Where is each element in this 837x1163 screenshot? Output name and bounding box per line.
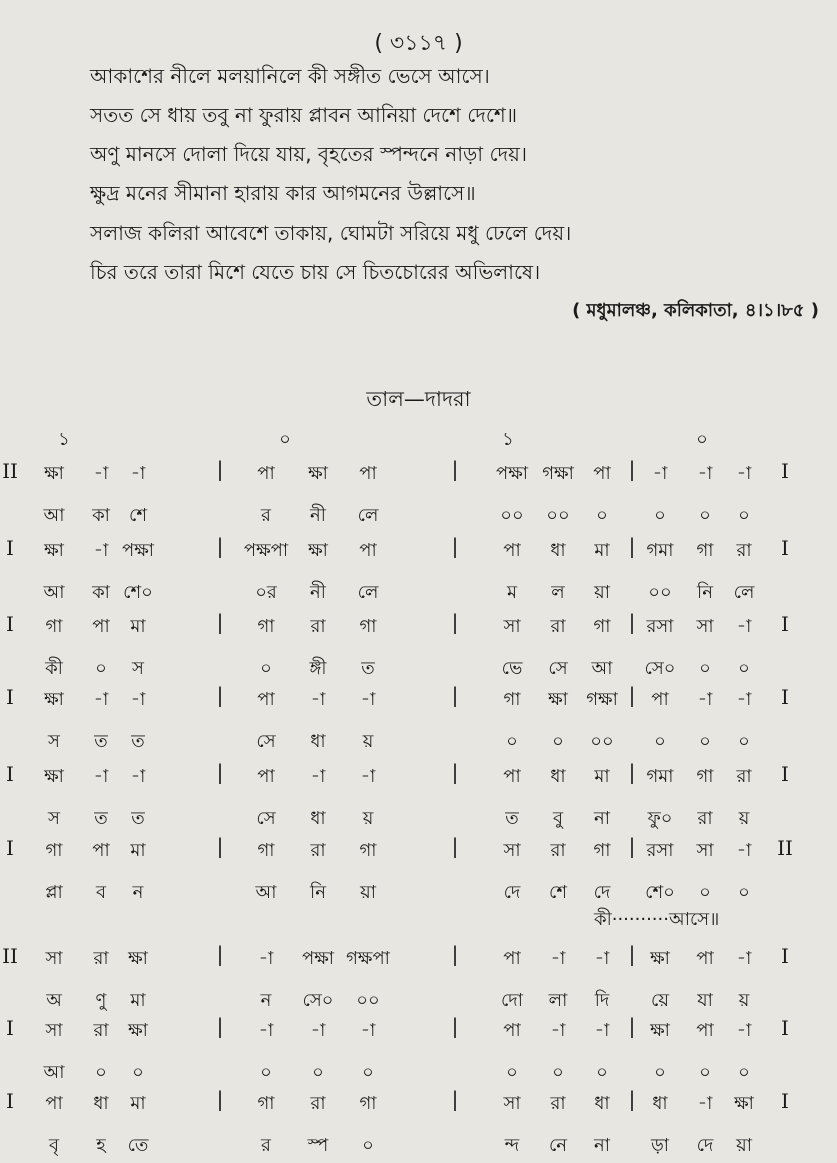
lyric-syllable: কা (92, 582, 110, 603)
row-end-mark: I (781, 685, 789, 709)
lyric-syllable: নে (548, 1135, 568, 1156)
swara-note: সা (503, 1093, 521, 1114)
lyric-syllable: স্প (307, 1135, 329, 1156)
row-start-mark: I (6, 685, 14, 709)
swara-note: -া (736, 616, 752, 637)
lyric-syllable: ঙ্গী (309, 658, 327, 679)
swara-note: সা (696, 840, 714, 861)
swara-note: মা (594, 540, 610, 561)
swara-note: -া (736, 840, 752, 861)
swara-note: পা (696, 948, 714, 969)
swara-note: -া (360, 1020, 376, 1041)
lyric-syllable: দে (593, 882, 611, 903)
row-end-mark: I (781, 944, 789, 968)
swara-note: রা (93, 1020, 109, 1041)
swara-note: -া (736, 689, 752, 710)
swara-note: রা (550, 840, 566, 861)
row-end-mark: I (781, 1016, 789, 1040)
swara-note: পা (503, 1020, 521, 1041)
lyric-syllable: ০ (699, 505, 711, 526)
swara-note: -া (550, 948, 566, 969)
beat-divider: | (451, 1087, 459, 1111)
lyric-syllable: ০ (132, 1062, 144, 1083)
lyric-syllable: ০ (738, 1062, 750, 1083)
swara-note: সা (696, 616, 714, 637)
swara-note: -া (310, 766, 326, 787)
swara-note: সা (503, 840, 521, 861)
lyric-line-4: ক্ষুদ্র মনের সীমানা হারায় কার আগমনের উল্লাসে॥ (90, 181, 476, 205)
refrain-note: কী··········আসে॥ (594, 909, 720, 930)
lyric-syllable: অ (46, 990, 62, 1011)
swara-note: ক্ষা (128, 1020, 148, 1041)
beat-divider: | (628, 610, 636, 634)
lyric-syllable: য় (738, 990, 750, 1011)
lyric-syllable: কা (92, 505, 110, 526)
beat-divider: | (451, 834, 459, 858)
lyric-syllable: নি (697, 582, 713, 603)
lyric-syllable: ত (94, 808, 108, 829)
lyric-syllable: ০ (95, 658, 107, 679)
swara-note: ধা (594, 1093, 610, 1114)
lyric-syllable: সে০ (644, 658, 676, 679)
beat-divider: | (451, 942, 459, 966)
swara-note: ক্ষা (44, 540, 64, 561)
lyric-syllable: শে (129, 505, 147, 526)
row-start-mark: I (6, 836, 14, 860)
swara-note: ধা (550, 540, 566, 561)
swara-note: পা (257, 766, 275, 787)
beat-divider: | (628, 760, 636, 784)
row-end-mark: I (781, 612, 789, 636)
swara-note: -া (310, 689, 326, 710)
lyric-syllable: আ (43, 1062, 65, 1083)
swara-note: গা (593, 840, 611, 861)
swara-note: রা (736, 766, 752, 787)
swara-note: রা (310, 840, 326, 861)
lyric-syllable: ০ (699, 1062, 711, 1083)
swara-note: পা (359, 463, 377, 484)
lyric-syllable: যা (697, 990, 713, 1011)
swara-note: গমা (646, 766, 674, 787)
swara-note: ক্ষা (44, 689, 64, 710)
swara-note: ক্ষা (128, 948, 148, 969)
lyric-syllable: য় (362, 731, 374, 752)
lyric-syllable: ০ (596, 1062, 608, 1083)
lyric-syllable: য়া (594, 582, 610, 603)
lyric-syllable: ০ (552, 731, 564, 752)
swara-note: গা (593, 616, 611, 637)
swara-note: -া (736, 948, 752, 969)
lyric-syllable: ত (131, 808, 145, 829)
tala-mark-4: ০ (696, 429, 708, 450)
lyric-syllable: ন (132, 882, 144, 903)
swara-note: সা (45, 948, 63, 969)
swara-note: পা (593, 463, 611, 484)
swara-note: -া (736, 1020, 752, 1041)
swara-note: রা (550, 616, 566, 637)
swara-note: গা (257, 1093, 275, 1114)
lyric-syllable: আ (43, 505, 65, 526)
row-start-mark: I (6, 1016, 14, 1040)
swara-note: -া (310, 1020, 326, 1041)
swara-note: সা (503, 616, 521, 637)
lyric-syllable: ত (505, 808, 519, 829)
swara-note: সা (45, 1020, 63, 1041)
swara-note: -া (130, 689, 146, 710)
lyric-syllable: ০ (506, 1062, 518, 1083)
row-end-mark: I (781, 536, 789, 560)
beat-divider: | (628, 683, 636, 707)
swara-note: -া (93, 766, 109, 787)
swara-note: গা (503, 689, 521, 710)
swara-note: -া (697, 463, 713, 484)
row-start-mark: I (6, 762, 14, 786)
swara-note: মা (130, 616, 146, 637)
lyric-syllable: ০০ (546, 505, 570, 526)
beat-divider: | (628, 1014, 636, 1038)
lyric-syllable: ন্দ (504, 1135, 520, 1156)
beat-divider: | (216, 760, 224, 784)
swara-note: -া (360, 689, 376, 710)
swara-note: পক্ষা (301, 948, 335, 969)
swara-note: রা (93, 948, 109, 969)
swara-note: ধা (550, 766, 566, 787)
lyric-syllable: দো (501, 990, 523, 1011)
song-number: ( ৩১১৭ ) (374, 31, 463, 56)
lyric-syllable: ০ (699, 882, 711, 903)
lyric-syllable: ত (131, 731, 145, 752)
lyric-syllable: লা (548, 990, 568, 1011)
lyric-syllable: দি (594, 990, 610, 1011)
swara-note: গা (696, 540, 714, 561)
lyric-syllable: র (261, 1135, 271, 1156)
swara-note: রসা (646, 616, 674, 637)
swara-note: -া (130, 766, 146, 787)
tala-heading: তাল—দাদরা (366, 387, 471, 411)
lyric-syllable: ধা (310, 731, 326, 752)
lyric-syllable: স (48, 731, 60, 752)
lyric-syllable: ০০ (648, 582, 672, 603)
lyric-syllable: প্লা (45, 882, 63, 903)
swara-note: পা (257, 463, 275, 484)
lyric-syllable: শে০ (645, 882, 675, 903)
swara-note: পা (92, 840, 110, 861)
lyric-syllable: আ (591, 658, 613, 679)
swara-note: -া (652, 463, 668, 484)
swara-note: -া (594, 948, 610, 969)
lyric-syllable: দে (696, 1135, 714, 1156)
lyric-syllable: ড়া (650, 1135, 670, 1156)
swara-note: -া (93, 463, 109, 484)
swara-note: গা (257, 840, 275, 861)
swara-note: গা (359, 616, 377, 637)
lyric-syllable: সে (548, 658, 568, 679)
swara-note: -া (697, 1093, 713, 1114)
swara-note: গক্ষা (586, 689, 618, 710)
lyric-syllable: তে (127, 1135, 149, 1156)
swara-note: -া (550, 1020, 566, 1041)
lyric-syllable: ০ (699, 658, 711, 679)
beat-divider: | (628, 942, 636, 966)
swara-note: রা (736, 540, 752, 561)
swara-note: গা (696, 766, 714, 787)
swara-note: ক্ষা (548, 689, 568, 710)
lyric-syllable: লে (733, 582, 755, 603)
lyric-syllable: ০ (260, 658, 272, 679)
lyric-syllable: সে (256, 731, 276, 752)
beat-divider: | (451, 534, 459, 558)
swara-note: রা (550, 1093, 566, 1114)
lyric-syllable: য়া (360, 882, 376, 903)
swara-note: গমা (646, 540, 674, 561)
lyric-syllable: নি (310, 882, 326, 903)
lyric-syllable: ০ (312, 1062, 324, 1083)
swara-note: রসা (646, 840, 674, 861)
swara-note: -া (130, 463, 146, 484)
beat-divider: | (451, 610, 459, 634)
lyric-syllable: ০০ (500, 505, 524, 526)
swara-note: গক্ষা (542, 463, 574, 484)
lyric-line-2: সতত সে ধায় তবু না ফুরায় প্লাবন আনিয়া দেশে দেশে॥ (90, 103, 518, 127)
row-start-mark: I (6, 536, 14, 560)
lyric-syllable: ০র (255, 582, 277, 603)
swara-note: ক্ষা (44, 463, 64, 484)
row-start-mark: I (6, 1089, 14, 1113)
lyric-syllable: ০ (738, 731, 750, 752)
lyric-syllable: শে (549, 882, 567, 903)
lyric-syllable: দে (503, 882, 521, 903)
lyric-syllable: ফু০ (647, 808, 673, 829)
lyric-syllable: ০ (362, 1062, 374, 1083)
lyric-syllable: র (261, 505, 271, 526)
lyric-syllable: ০ (552, 1062, 564, 1083)
swara-note: গা (45, 840, 63, 861)
source-citation: ( মধুমালঞ্চ, কলিকাতা, ৪।১।৮৫ ) (572, 300, 819, 321)
beat-divider: | (216, 942, 224, 966)
row-end-mark: I (781, 1089, 789, 1113)
lyric-syllable: ০০ (590, 731, 614, 752)
lyric-syllable: আ (255, 882, 277, 903)
swara-note: ক্ষা (650, 1020, 670, 1041)
swara-note: -া (697, 689, 713, 710)
lyric-syllable: ত (94, 731, 108, 752)
lyric-syllable: য় (738, 808, 750, 829)
row-end-mark: I (781, 459, 789, 483)
lyric-syllable: স (48, 808, 60, 829)
lyric-syllable: য়া (736, 1135, 752, 1156)
swara-note: মা (594, 766, 610, 787)
beat-divider: | (628, 457, 636, 481)
row-start-mark: II (2, 944, 18, 968)
row-end-mark: I (781, 762, 789, 786)
swara-note: পা (503, 540, 521, 561)
swara-note: পা (92, 616, 110, 637)
swara-note: গা (45, 616, 63, 637)
beat-divider: | (628, 1087, 636, 1111)
lyric-syllable: বৃ (48, 1135, 60, 1156)
lyric-syllable: য় (362, 808, 374, 829)
swara-note: পা (503, 948, 521, 969)
lyric-syllable: শে০ (123, 582, 153, 603)
swara-note: রা (310, 616, 326, 637)
beat-divider: | (216, 683, 224, 707)
swara-note: গক্ষপা (346, 948, 390, 969)
swara-note: -া (93, 540, 109, 561)
swara-note: -া (594, 1020, 610, 1041)
lyric-syllable: লে (357, 582, 379, 603)
lyric-syllable: ব (95, 882, 107, 903)
swara-note: পা (359, 540, 377, 561)
swara-note: ক্ষা (308, 540, 328, 561)
lyric-syllable: ভে (501, 658, 523, 679)
lyric-syllable: ০ (596, 505, 608, 526)
swara-note: মা (130, 840, 146, 861)
lyric-syllable: ত (361, 658, 375, 679)
lyric-syllable: ০ (738, 505, 750, 526)
swara-note: -া (258, 948, 274, 969)
swara-note: -া (736, 463, 752, 484)
lyric-syllable: ল (551, 582, 565, 603)
swara-note: গা (359, 840, 377, 861)
swara-note: পা (503, 766, 521, 787)
lyric-syllable: না (594, 808, 610, 829)
swara-note: পা (257, 689, 275, 710)
beat-divider: | (451, 683, 459, 707)
row-end-mark: II (777, 836, 793, 860)
beat-divider: | (216, 834, 224, 858)
lyric-syllable: ০ (738, 658, 750, 679)
beat-divider: | (628, 534, 636, 558)
lyric-syllable: না (594, 1135, 610, 1156)
swara-note: ধা (652, 1093, 668, 1114)
swara-note: মা (130, 1093, 146, 1114)
lyric-syllable: লে (357, 505, 379, 526)
swara-note: পক্ষা (121, 540, 155, 561)
lyric-syllable: বু (552, 808, 564, 829)
lyric-syllable: ০ (654, 731, 666, 752)
lyric-syllable: হ (96, 1135, 106, 1156)
swara-note: ক্ষা (734, 1093, 754, 1114)
lyric-syllable: কী (45, 658, 63, 679)
lyric-syllable: ০ (654, 505, 666, 526)
lyric-syllable: ০ (506, 731, 518, 752)
tala-mark-1: ১ (58, 429, 70, 450)
beat-divider: | (451, 457, 459, 481)
lyric-syllable: সে (256, 808, 276, 829)
beat-divider: | (216, 610, 224, 634)
swara-note: গা (257, 616, 275, 637)
beat-divider: | (451, 1014, 459, 1038)
beat-divider: | (216, 534, 224, 558)
lyric-syllable: ০০ (356, 990, 380, 1011)
lyric-syllable: রা (697, 808, 713, 829)
beat-divider: | (216, 1087, 224, 1111)
swara-note: ক্ষা (308, 463, 328, 484)
lyric-syllable: ০ (654, 1062, 666, 1083)
beat-divider: | (216, 1014, 224, 1038)
lyric-syllable: ০ (738, 882, 750, 903)
lyric-line-6: চির তরে তারা মিশে যেতে চায় সে চিতচোরের অভিলাষে। (90, 260, 541, 284)
lyric-line-5: সলাজ কলিরা আবেশে তাকায়, ঘোমটা সরিয়ে মধু ঢেলে দেয়। (90, 221, 572, 245)
lyric-syllable: ০ (362, 1135, 374, 1156)
lyric-syllable: ন (260, 990, 272, 1011)
row-start-mark: I (6, 612, 14, 636)
lyric-syllable: য়ে (651, 990, 669, 1011)
swara-note: ধা (93, 1093, 109, 1114)
lyric-syllable: আ (43, 582, 65, 603)
lyric-syllable: সে০ (302, 990, 334, 1011)
swara-note: রা (310, 1093, 326, 1114)
swara-note: পা (651, 689, 669, 710)
lyric-syllable: ম (507, 582, 517, 603)
lyric-line-1: আকাশের নীলে মলয়ানিলে কী সঙ্গীত ভেসে আসে। (90, 64, 490, 88)
beat-divider: | (628, 834, 636, 858)
tala-mark-2: ০ (279, 429, 291, 450)
swara-note: পা (696, 1020, 714, 1041)
lyric-syllable: ণু (95, 990, 107, 1011)
swara-note: ক্ষা (650, 948, 670, 969)
lyric-syllable: স (132, 658, 144, 679)
swara-note: গা (359, 1093, 377, 1114)
lyric-line-3: অণু মানসে দোলা দিয়ে যায়, বৃহতের স্পন্দনে নাড়া দেয়। (90, 142, 528, 166)
row-start-mark: II (2, 459, 18, 483)
lyric-syllable: ০ (699, 731, 711, 752)
swara-note: -া (258, 1020, 274, 1041)
swara-note: পা (45, 1093, 63, 1114)
lyric-syllable: নী (310, 505, 326, 526)
swara-note: ক্ষা (44, 766, 64, 787)
swara-note: পক্ষপা (243, 540, 289, 561)
lyric-syllable: ০ (260, 1062, 272, 1083)
swara-note: -া (360, 766, 376, 787)
lyric-syllable: ধা (310, 808, 326, 829)
tala-mark-3: ১ (502, 429, 514, 450)
lyric-syllable: নী (310, 582, 326, 603)
swara-note: পক্ষা (495, 463, 529, 484)
lyric-syllable: মা (130, 990, 146, 1011)
beat-divider: | (216, 457, 224, 481)
beat-divider: | (451, 760, 459, 784)
swara-note: -া (93, 689, 109, 710)
lyric-syllable: ০ (95, 1062, 107, 1083)
